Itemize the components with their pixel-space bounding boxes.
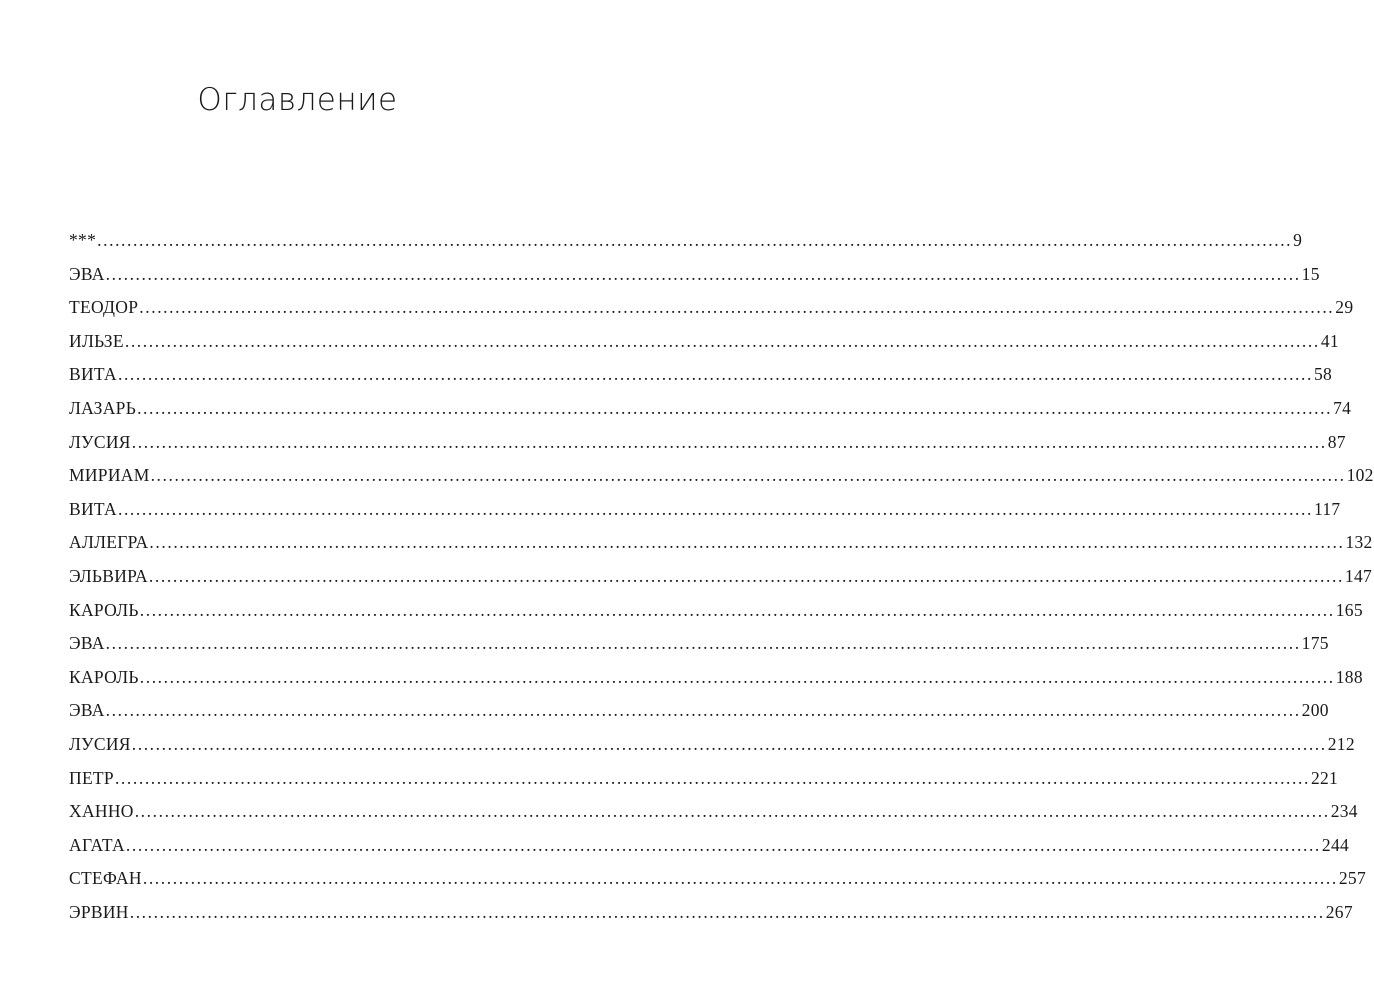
- toc-entry-page: 267: [1325, 901, 1353, 922]
- toc-entry-name: ЭВА: [69, 263, 105, 284]
- toc-entry-page: 74: [1333, 397, 1352, 418]
- toc-entry-name: ИЛЬЗЕ: [69, 330, 124, 351]
- toc-leader-dots: ........................................................................................................................................................................................................: [149, 532, 1345, 553]
- toc-entry[interactable]: [69, 532, 1373, 566]
- toc-entry-name: ВИТА: [69, 498, 117, 519]
- toc-entry-name: МИРИАМ: [69, 465, 150, 486]
- toc-entry[interactable]: [69, 733, 1355, 768]
- toc-entry-page: 175: [1301, 633, 1329, 654]
- toc-entry-page: 257: [1338, 868, 1367, 889]
- toc-entry[interactable]: [69, 599, 1363, 634]
- toc-entry-name: ПЕТР: [69, 767, 114, 788]
- toc-leader-dots: ........................................................................................................................................................................................................: [124, 330, 1320, 351]
- toc-leader-dots: ........................................................................................................................................................................................................: [131, 733, 1327, 754]
- toc-leader-dots: ........................................................................................................................................................................................................: [139, 666, 1335, 687]
- toc-entry[interactable]: [69, 330, 1339, 365]
- toc-entry-name: ТЕОДОР: [69, 297, 139, 318]
- toc-leader-dots: ........................................................................................................................................................................................................: [139, 297, 1335, 318]
- toc-entry-name: ЭВА: [69, 700, 105, 721]
- toc-leader-dots: ........................................................................................................................................................................................................: [148, 565, 1344, 586]
- toc-entry[interactable]: [69, 801, 1358, 835]
- toc-entry-page: 9: [1293, 230, 1303, 250]
- toc-entry[interactable]: [69, 834, 1350, 869]
- toc-entry[interactable]: [69, 767, 1339, 802]
- toc-leader-dots: ........................................................................................................................................................................................................: [129, 901, 1325, 922]
- toc-leader-dots: ........................................................................................................................................................................................................: [117, 364, 1313, 385]
- toc-entry-name: КАРОЛЬ: [69, 599, 139, 620]
- toc-entry-page: 244: [1321, 834, 1350, 855]
- toc-entry[interactable]: [69, 666, 1363, 701]
- toc-leader-dots: ........................................................................................................................................................................................................: [142, 868, 1338, 889]
- toc-entry[interactable]: [69, 431, 1346, 466]
- toc-entry-name: ЭЛЬВИРА: [69, 565, 148, 586]
- table-of-contents: [69, 230, 1374, 935]
- toc-entry-name: ВИТА: [69, 364, 117, 385]
- toc-entry[interactable]: [69, 297, 1354, 331]
- toc-entry-name: ЛУСИЯ: [69, 431, 131, 452]
- toc-entry[interactable]: [69, 263, 1320, 298]
- toc-leader-dots: ........................................................................................................................................................................................................: [134, 801, 1330, 822]
- toc-leader-dots: ........................................................................................................................................................................................................: [131, 431, 1327, 452]
- toc-entry-page: 58: [1313, 364, 1333, 385]
- toc-entry-name: АЛЛЕГРА: [69, 532, 149, 553]
- toc-leader-dots: ........................................................................................................................................................................................................: [105, 700, 1301, 721]
- toc-entry-name: ЭВА: [69, 633, 105, 654]
- toc-entry-name: ЛАЗАРЬ: [69, 397, 137, 418]
- toc-entry-page: 29: [1335, 297, 1354, 318]
- toc-entry[interactable]: [69, 230, 1303, 264]
- toc-entry-page: 117: [1313, 498, 1341, 519]
- toc-leader-dots: ........................................................................................................................................................................................................: [97, 230, 1293, 250]
- toc-leader-dots: ........................................................................................................................................................................................................: [117, 498, 1313, 519]
- toc-entry[interactable]: [69, 868, 1367, 902]
- toc-entry[interactable]: [69, 700, 1329, 734]
- toc-leader-dots: ........................................................................................................................................................................................................: [114, 767, 1310, 788]
- toc-entry-name: ЭРВИН: [69, 901, 129, 922]
- toc-entry[interactable]: [69, 565, 1373, 600]
- toc-entry[interactable]: [69, 465, 1374, 499]
- toc-entry-name: КАРОЛЬ: [69, 666, 139, 687]
- toc-leader-dots: ........................................................................................................................................................................................................: [125, 834, 1321, 855]
- toc-leader-dots: ........................................................................................................................................................................................................: [150, 465, 1346, 486]
- toc-leader-dots: ........................................................................................................................................................................................................: [105, 633, 1301, 654]
- toc-entry-page: 234: [1330, 801, 1358, 822]
- toc-entry-page: 147: [1344, 565, 1373, 586]
- toc-entry-page: 102: [1346, 465, 1374, 486]
- toc-entry-page: 132: [1345, 532, 1373, 553]
- toc-entry-name: АГАТА: [69, 834, 125, 855]
- toc-entry[interactable]: [69, 397, 1352, 432]
- toc-entry-page: 221: [1310, 767, 1339, 788]
- toc-entry[interactable]: [69, 901, 1353, 936]
- page-title: Оглавление: [197, 82, 398, 118]
- toc-entry-page: 15: [1301, 263, 1320, 284]
- toc-leader-dots: ........................................................................................................................................................................................................: [139, 599, 1335, 620]
- toc-entry[interactable]: [69, 498, 1341, 533]
- toc-entry-page: 212: [1327, 733, 1355, 754]
- toc-entry-name: ЛУСИЯ: [69, 733, 131, 754]
- toc-entry-page: 165: [1335, 599, 1363, 620]
- toc-entry-page: 200: [1301, 700, 1329, 721]
- toc-entry-page: 41: [1320, 330, 1339, 351]
- toc-entry[interactable]: [69, 364, 1333, 398]
- toc-entry-page: 188: [1335, 666, 1363, 687]
- toc-entry-name: СТЕФАН: [69, 868, 142, 889]
- toc-entry[interactable]: [69, 633, 1329, 667]
- toc-leader-dots: ........................................................................................................................................................................................................: [105, 263, 1301, 284]
- toc-entry-name: ХАННО: [69, 801, 134, 822]
- toc-leader-dots: ........................................................................................................................................................................................................: [137, 397, 1333, 418]
- toc-entry-name: ***: [69, 230, 97, 250]
- toc-entry-page: 87: [1327, 431, 1346, 452]
